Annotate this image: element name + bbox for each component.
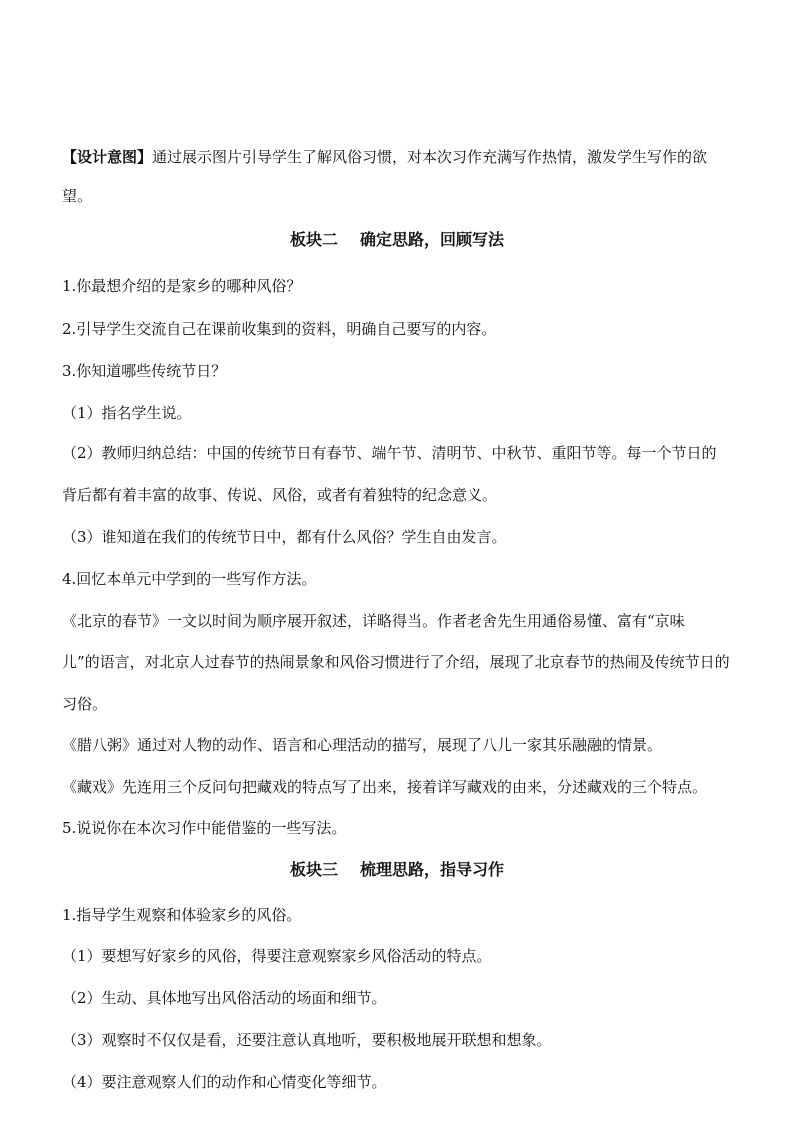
paragraph: 儿”的语言，对北京人过春节的热闹景象和风俗习惯进行了介绍，展现了北京春节的热闹及传统节日的 — [62, 653, 730, 671]
paragraph: 《腊八粥》通过对人物的动作、语言和心理活动的描写，展现了八儿一家其乐融融的情景。 — [62, 736, 663, 754]
paragraph: 习俗。 — [62, 695, 108, 713]
paragraph: （2）教师归纳总结：中国的传统节日有春节、端午节、清明节、中秋节、重阳节等。每一个节日的 — [62, 444, 717, 462]
paragraph: 《北京的春节》一文以时间为顺序展开叙述，详略得当。作者老舍先生用通俗易懂、富有“京味 — [62, 612, 685, 630]
design-intent-line-2: 望。 — [62, 187, 93, 205]
section-3-label: 板块三 — [289, 860, 338, 879]
paragraph: 3.你知道哪些传统节日？ — [62, 362, 227, 380]
paragraph: （1）指名学生说。 — [62, 404, 192, 422]
paragraph: 1.指导学生观察和体验家乡的风俗。 — [62, 906, 302, 924]
design-intent-line-1 — [62, 147, 707, 167]
paragraph: （3）观察时不仅仅是看，还要注意认真地听，要积极地展开联想和想象。 — [62, 1031, 552, 1049]
paragraph: （4）要注意观察人们的动作和心情变化等细节。 — [62, 1073, 387, 1091]
paragraph: （2）生动、具体地写出风俗活动的场面和细节。 — [62, 989, 387, 1007]
paragraph: 《藏戏》先连用三个反问句把藏戏的特点写了出来，接着详写藏戏的由来，分述藏戏的三个特点。 — [62, 778, 708, 796]
paragraph: 1.你最想介绍的是家乡的哪种风俗？ — [62, 277, 302, 295]
paragraph: 背后都有着丰富的故事、传说、风俗，或者有着独特的纪念意义。 — [62, 486, 498, 504]
section-2-heading — [0, 229, 794, 251]
paragraph: （1）要想写好家乡的风俗，得要注意观察家乡风俗活动的特点。 — [62, 947, 492, 965]
section-2-label: 板块二 — [289, 230, 338, 249]
paragraph: （3）谁知道在我们的传统节日中，都有什么风俗？学生自由发言。 — [62, 528, 507, 546]
paragraph: 5.说说你在本次习作中能借鉴的一些写法。 — [62, 819, 347, 837]
section-3-title: 梳理思路，指导习作 — [360, 860, 505, 879]
section-3-heading — [0, 859, 794, 881]
paragraph: 4.回忆本单元中学到的一些写作方法。 — [62, 570, 317, 588]
design-intent-text: 通过展示图片引导学生了解风俗习惯，对本次习作充满写作热情，激发学生写作的欲 — [152, 148, 708, 166]
design-intent-tag: 【设计意图】 — [62, 148, 153, 166]
paragraph: 2.引导学生交流自己在课前收集到的资料，明确自己要写的内容。 — [62, 320, 497, 338]
section-2-title: 确定思路，回顾写法 — [360, 230, 505, 249]
